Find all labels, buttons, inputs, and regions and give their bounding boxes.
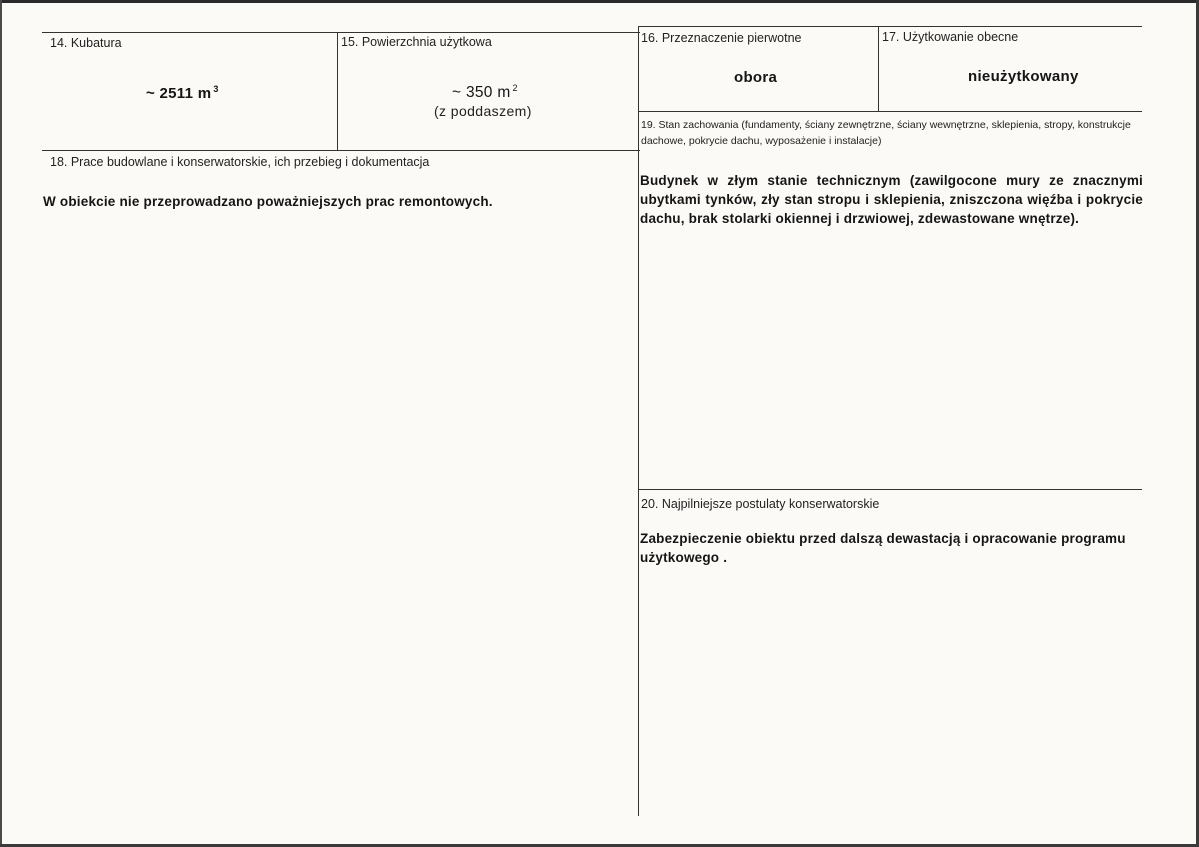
field-14-unit-sup: 3 [213,84,219,94]
field-15-note: (z poddaszem) [434,103,532,119]
field-16-label: 16. Przeznaczenie pierwotne [641,31,802,45]
field-16-value: obora [734,69,778,86]
field-15-label: 15. Powierzchnia użytkowa [341,35,492,49]
field-17-label: 17. Użytkowanie obecne [882,30,1019,44]
rule-under-16-17 [638,111,1142,112]
field-18-label: 18. Prace budowlane i konserwatorskie, ich przebieg i dokumentacja [50,155,430,169]
rule-above-20 [638,489,1142,490]
divider-14-15 [337,32,338,150]
field-19-text: Budynek w złym stanie technicznym (zawilgocone mury ze znacznymi ubytkami tynków, zły stan stropu i sklepienia, zniszczona więźba i pokrycie dachu, brak stolarki okiennej i drzwiowej, zdewastowane wnętrze). [640,173,1143,226]
field-15-value-text: ~ 350 m [452,84,511,102]
field-20-label: 20. Najpilniejsze postulaty konserwatorskie [641,497,880,511]
top-edge [0,0,1199,3]
field-18-text: W obiekcie nie przeprowadzano poważniejszych prac remontowych. [43,194,493,209]
top-rule-right [638,26,1142,27]
field-19-label: 19. Stan zachowania (fundamenty, ściany zewnętrzne, ściany wewnętrzne, sklepienia, stropy, konstrukcje dachowe, pokrycie dachu, wyposażenie i instalacje) [641,119,1131,147]
top-rule-left [42,32,640,33]
main-center-divider [638,26,639,816]
rule-under-14-15 [42,150,640,151]
field-20-text: Zabezpieczenie obiektu przed dalszą dewastacją i opracowanie programu użytkowego . [640,531,1126,565]
field-14-value [146,84,219,102]
divider-16-17 [878,26,879,112]
field-15-value [452,83,518,102]
field-15-unit-sup: 2 [512,83,518,93]
field-14-label: 14. Kubatura [50,36,122,50]
field-17-value: nieużytkowany [968,68,1079,85]
left-edge [0,0,2,847]
field-14-value-text: ~ 2511 m [146,85,212,102]
